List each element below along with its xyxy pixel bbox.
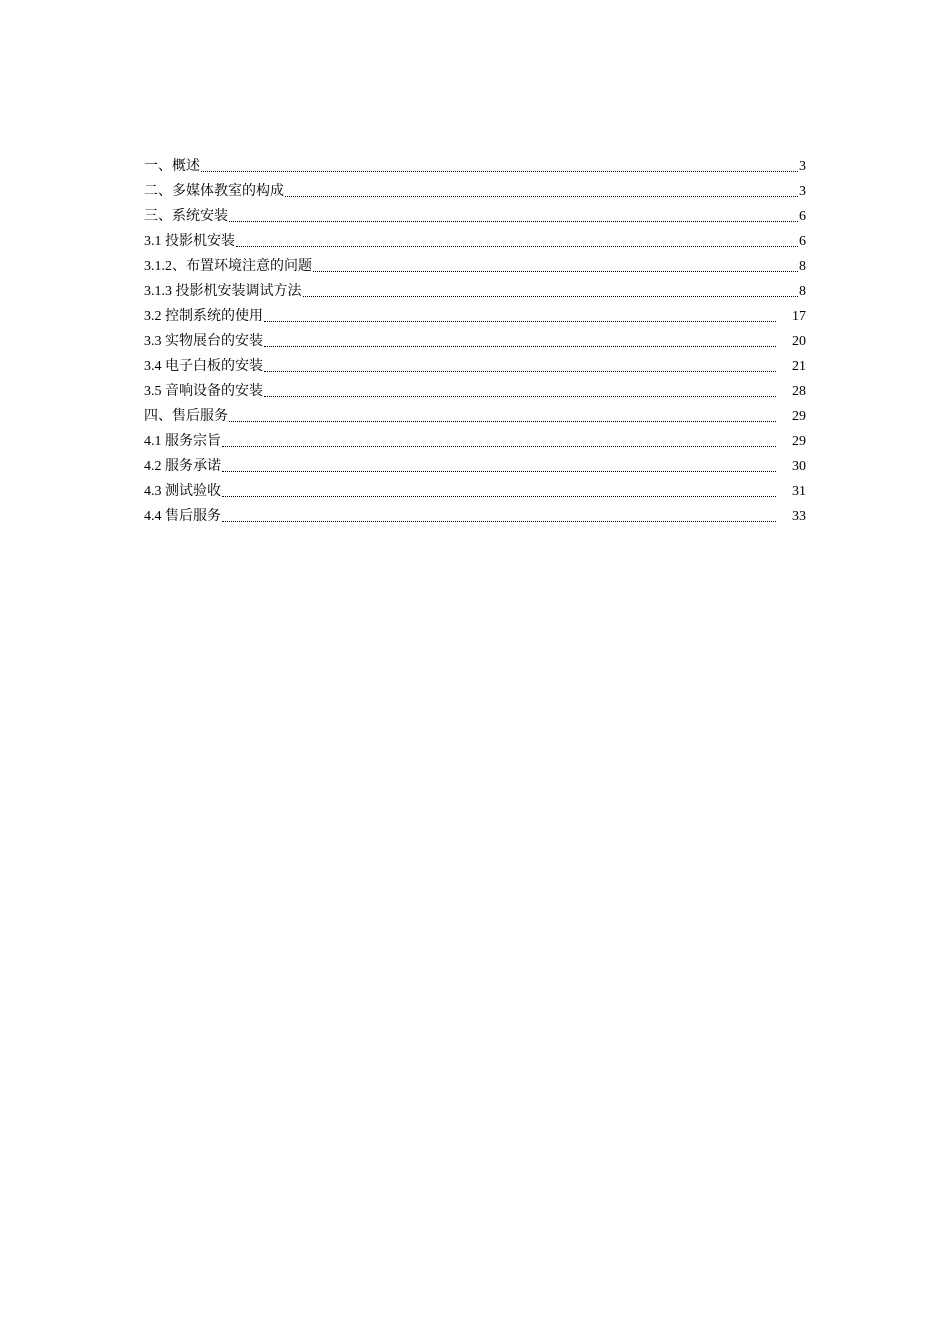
toc-dot-leader	[264, 396, 776, 397]
toc-entry-label: 3.2 控制系统的使用	[144, 309, 263, 324]
toc-entry[interactable]	[144, 204, 806, 229]
toc-entry-label: 3.1.3 投影机安装调试方法	[144, 284, 302, 299]
toc-dot-leader	[236, 246, 798, 247]
toc-entry[interactable]	[144, 329, 806, 354]
toc-dot-leader	[303, 296, 799, 297]
toc-entry-label: 3.4 电子白板的安装	[144, 359, 263, 374]
toc-entry-label: 3.3 实物展台的安装	[144, 334, 263, 349]
toc-entry-page: 33	[792, 509, 806, 524]
toc-entry-label: 4.3 测试验收	[144, 484, 221, 499]
toc-entry-page: 8	[799, 259, 806, 274]
toc-entry-page: 31	[792, 484, 806, 499]
toc-dot-leader	[222, 446, 776, 447]
toc-entry-label: 三、系统安装	[144, 209, 228, 224]
toc-entry-label: 3.1.2、布置环境注意的问题	[144, 259, 312, 274]
table-of-contents	[144, 154, 806, 529]
toc-entry[interactable]	[144, 404, 806, 429]
toc-entry-page: 6	[799, 234, 806, 249]
toc-entry[interactable]	[144, 304, 806, 329]
toc-entry-page: 3	[799, 184, 806, 199]
toc-entry[interactable]	[144, 354, 806, 379]
toc-dot-leader	[229, 221, 798, 222]
toc-dot-leader	[229, 421, 776, 422]
toc-entry[interactable]	[144, 454, 806, 479]
toc-dot-leader	[264, 321, 776, 322]
toc-entry-page: 3	[799, 159, 806, 174]
toc-entry-label: 二、多媒体教室的构成	[144, 184, 284, 199]
toc-dot-leader	[201, 171, 798, 172]
toc-entry[interactable]	[144, 429, 806, 454]
toc-dot-leader	[313, 271, 798, 272]
toc-entry[interactable]	[144, 379, 806, 404]
toc-entry-page: 20	[792, 334, 806, 349]
toc-entry-page: 29	[792, 409, 806, 424]
toc-entry-label: 3.5 音响设备的安装	[144, 384, 263, 399]
toc-entry-label: 四、售后服务	[144, 409, 228, 424]
toc-entry[interactable]	[144, 229, 806, 254]
toc-entry-page: 28	[792, 384, 806, 399]
toc-entry-page: 21	[792, 359, 806, 374]
toc-entry-page: 8	[799, 284, 806, 299]
toc-entry[interactable]	[144, 179, 806, 204]
toc-entry[interactable]	[144, 504, 806, 529]
toc-entry-page: 29	[792, 434, 806, 449]
toc-dot-leader	[222, 521, 776, 522]
toc-entry-label: 4.4 售后服务	[144, 509, 221, 524]
toc-dot-leader	[264, 346, 776, 347]
toc-entry[interactable]	[144, 279, 806, 304]
toc-dot-leader	[222, 496, 776, 497]
toc-entry[interactable]	[144, 479, 806, 504]
toc-entry-label: 3.1 投影机安装	[144, 234, 235, 249]
toc-dot-leader	[222, 471, 776, 472]
toc-entry-page: 30	[792, 459, 806, 474]
toc-entry[interactable]	[144, 254, 806, 279]
toc-entry-label: 4.1 服务宗旨	[144, 434, 221, 449]
toc-entry-label: 4.2 服务承诺	[144, 459, 221, 474]
toc-entry-page: 6	[799, 209, 806, 224]
toc-entry-page: 17	[792, 309, 806, 324]
toc-dot-leader	[285, 196, 798, 197]
toc-dot-leader	[264, 371, 776, 372]
toc-entry[interactable]	[144, 154, 806, 179]
toc-entry-label: 一、概述	[144, 159, 200, 174]
